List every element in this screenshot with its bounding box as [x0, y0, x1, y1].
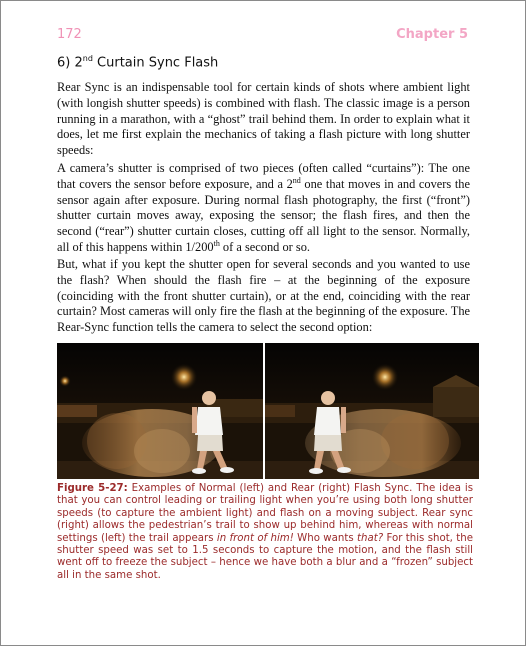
caption-text: Examples of Normal (left) and Rear (right) Flash Sync. The idea is that you can control leading or trailing light when you’re using both long shutter speeds (to capture the ambient light) and flash on a moving subject. Rear sync (right) allows the pedestrian’s trail to show up behind him, whereas with normal settings (left) the trail appears — [57, 483, 473, 544]
section-title-prefix: 6) 2 — [57, 55, 83, 71]
section-title-superscript: nd — [82, 54, 93, 63]
page-number: 172 — [57, 27, 82, 42]
running-head — [1, 1, 525, 47]
paragraph-shutter-curtains — [57, 161, 470, 256]
section-title-rest: Curtain Sync Flash — [92, 55, 219, 71]
photo-normal-sync — [57, 343, 263, 479]
caption-text: For this shot, the shutter speed was set to 1.5 seconds to capture the motion, and the flash still went off to freeze the subject – hence we have both a blur and a “frozen” subject all in the same shot. — [57, 532, 474, 581]
caption-text: Who wants — [293, 532, 357, 544]
section-title — [57, 54, 218, 70]
figure-label: Figure 5-27: — [57, 483, 128, 494]
caption-emphasis: that? — [357, 532, 384, 544]
figure-caption — [57, 483, 473, 582]
paragraph-text: one that moves in and covers the sensor again after exposure. During normal flash photography, the first (“front”) shutter curtain moves away, exposing the sensor; the flash fires, and then the second (“rear”) shutter curtain closes, cutting off all light to the sensor. Normally, all of this happens within 1/200 — [57, 176, 470, 254]
superscript: nd — [292, 175, 301, 185]
chapter-label: Chapter 5 — [396, 27, 468, 42]
photo-rear-sync-image — [265, 343, 479, 479]
superscript: th — [213, 238, 220, 248]
caption-emphasis: in front of him! — [216, 532, 294, 544]
paragraph-rear-sync-intro: Rear Sync is an indispensable tool for certain kinds of shots where ambient light (with longish shutter speeds) is combined with flash. The classic image is a person running in a marathon, with a “ghost” trail behind them. In order to explain what it does, let me first explain the mechanics of taking a flash picture with long shutter speeds: — [57, 80, 470, 158]
paragraph-text: A camera’s shutter is comprised of two pieces (often called “curtains”): The one that covers the sensor before exposure, and a 2 — [57, 161, 470, 191]
photo-normal-sync-image — [57, 343, 263, 479]
paragraph-text: of a second or so. — [219, 239, 310, 254]
photo-rear-sync — [265, 343, 479, 479]
paragraph-long-exposure-question: But, what if you kept the shutter open for several seconds and you wanted to use the flash? When should the flash fire – at the beginning of the exposure (coinciding with the front shutter curtain), or at the end, coinciding with the rear curtain? Most cameras will only fire the flash at the beginning of the exposure. The Rear-Sync function tells the camera to select the second option: — [57, 257, 471, 335]
